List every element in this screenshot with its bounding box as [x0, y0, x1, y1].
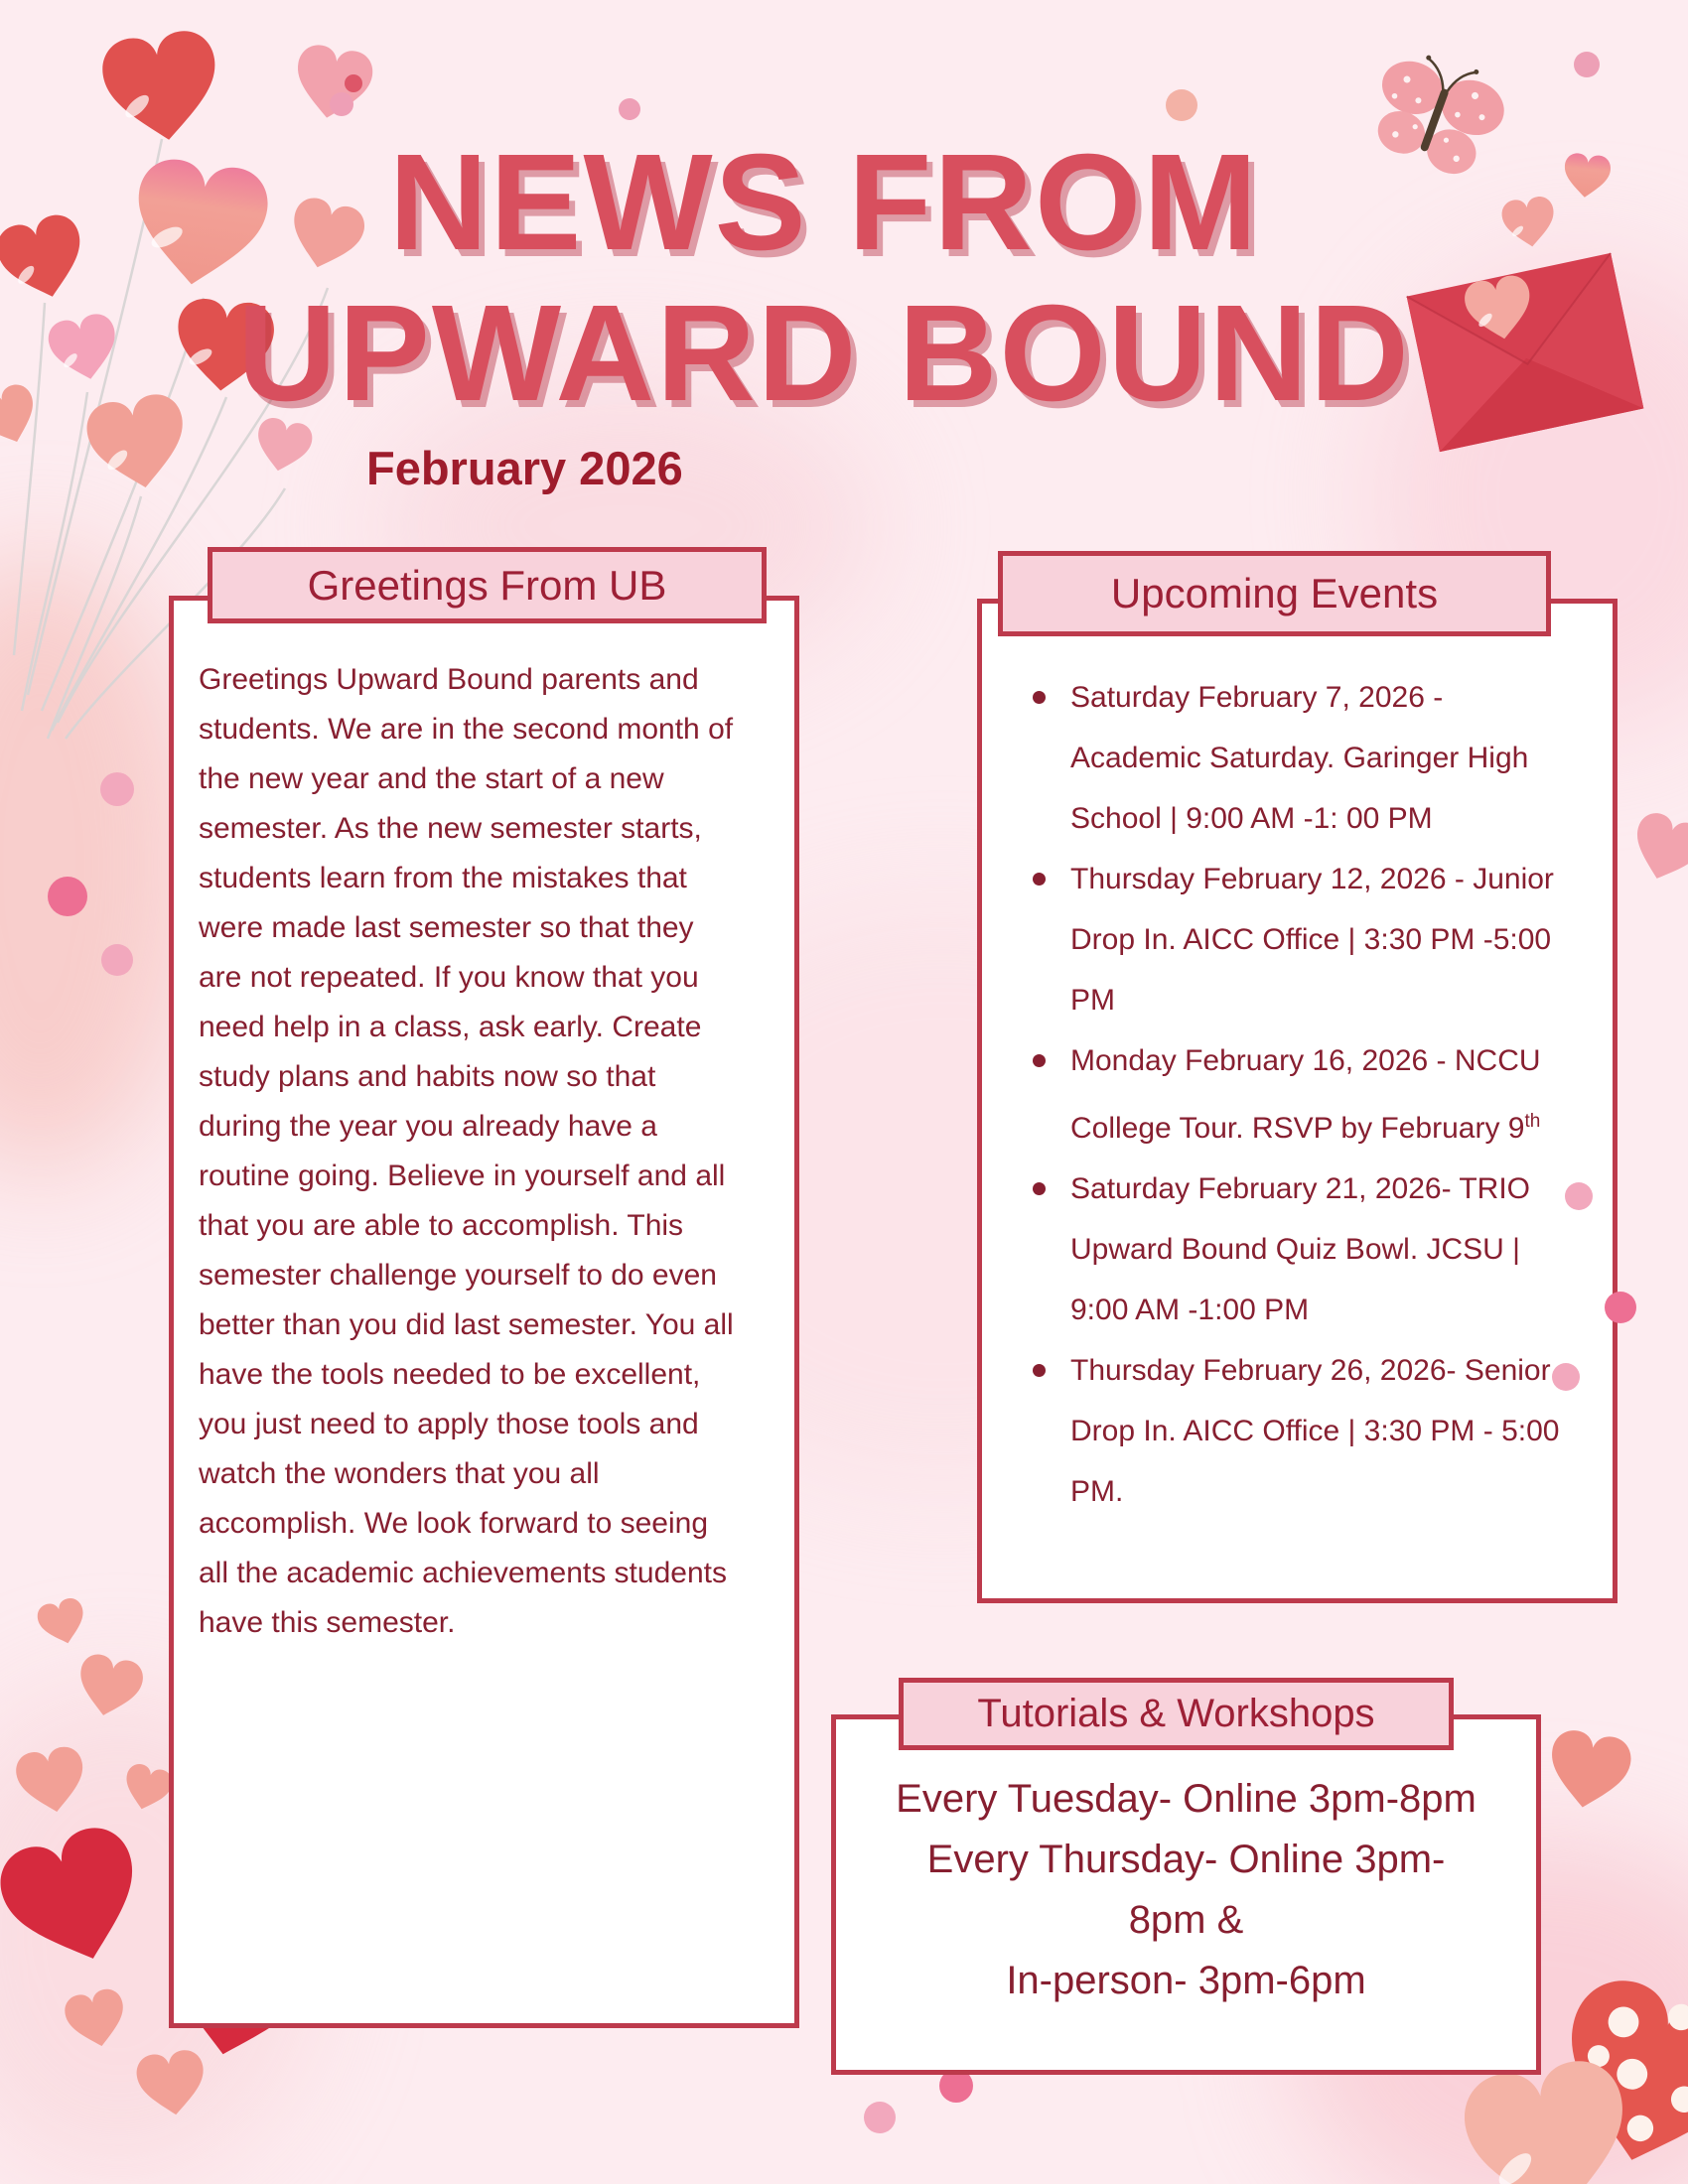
events-header: [998, 551, 1551, 636]
ordinal-suffix: th: [1524, 1111, 1541, 1132]
pink-dot: [345, 74, 362, 92]
events-header-label: Upcoming Events: [1110, 570, 1439, 616]
issue-date: February 2026: [366, 442, 683, 494]
event-text: Thursday February 12, 2026 - Junior Drop In. AICC Office | 3:30 PM -5:00 PM: [1070, 863, 1554, 1017]
pink-dot: [619, 98, 640, 120]
tutorials-line: 8pm &: [1128, 1898, 1244, 1942]
pink-dot: [1565, 1182, 1593, 1210]
event-item: [1033, 1030, 1574, 1159]
pink-dot: [1574, 52, 1600, 77]
title-line-1: NEWS FROM: [388, 126, 1260, 279]
event-text: Saturday February 7, 2026 - Academic Saturday. Garinger High School | 9:00 AM -1: 00 PM: [1070, 681, 1529, 835]
small-heart-icon: [1618, 806, 1688, 895]
tutorials-header: [899, 1678, 1454, 1750]
pink-dot: [100, 772, 134, 806]
pink-dot: [1166, 89, 1197, 121]
butterfly-icon: [1360, 41, 1515, 185]
greetings-header: [208, 547, 767, 623]
pink-dot: [1605, 1292, 1636, 1323]
tutorials-line: Every Thursday- Online 3pm-: [926, 1838, 1446, 1881]
event-item: [1033, 1159, 1574, 1340]
tutorials-schedule: [846, 1769, 1526, 2011]
tutorials-line: In-person- 3pm-6pm: [1006, 1959, 1366, 2002]
pink-dot: [864, 2102, 896, 2133]
title-line-2: UPWARD BOUND: [237, 277, 1411, 430]
pink-dot: [48, 877, 87, 916]
event-text: Saturday February 21, 2026- TRIO Upward Bound Quiz Bowl. JCSU | 9:00 AM -1:00 PM: [1070, 1172, 1531, 1326]
event-item: [1033, 849, 1574, 1030]
events-list: [1033, 667, 1574, 1522]
pink-dot: [1552, 1363, 1580, 1391]
event-text: Monday February 16, 2026 - NCCU College Tour. RSVP by February 9: [1070, 1044, 1541, 1145]
newsletter-title: [149, 127, 1499, 429]
pink-dot: [330, 92, 353, 116]
tutorials-header-label: Tutorials & Workshops: [977, 1692, 1375, 1735]
event-item: [1033, 1340, 1574, 1522]
event-item: [1033, 667, 1574, 849]
event-text: Thursday February 26, 2026- Senior Drop In. AICC Office | 3:30 PM - 5:00 PM.: [1070, 1354, 1560, 1508]
greetings-body: Greetings Upward Bound parents and students. We are in the second month of the new year and the start of a new semester. As the new semester starts, students learn from the mistakes that were made last semester so that they are not repeated. If you know that you need help in a class, ask early. Create study plans and habits now so that during the year you already have a routine going. Believe in yourself and all that you are able to accomplish. This semester challenge yourself to do even better than you did last semester. You all have the tools needed to be excellent, you just need to apply those tools and watch the wonders that you all accomplish. We look forward to seeing all the academic achievements students have this semester.: [199, 663, 734, 1639]
tutorials-line: Every Tuesday- Online 3pm-8pm: [896, 1777, 1477, 1821]
greetings-header-label: Greetings From UB: [307, 561, 667, 609]
pink-dot: [101, 944, 133, 976]
butterfly-envelope-icon: [1331, 20, 1688, 486]
